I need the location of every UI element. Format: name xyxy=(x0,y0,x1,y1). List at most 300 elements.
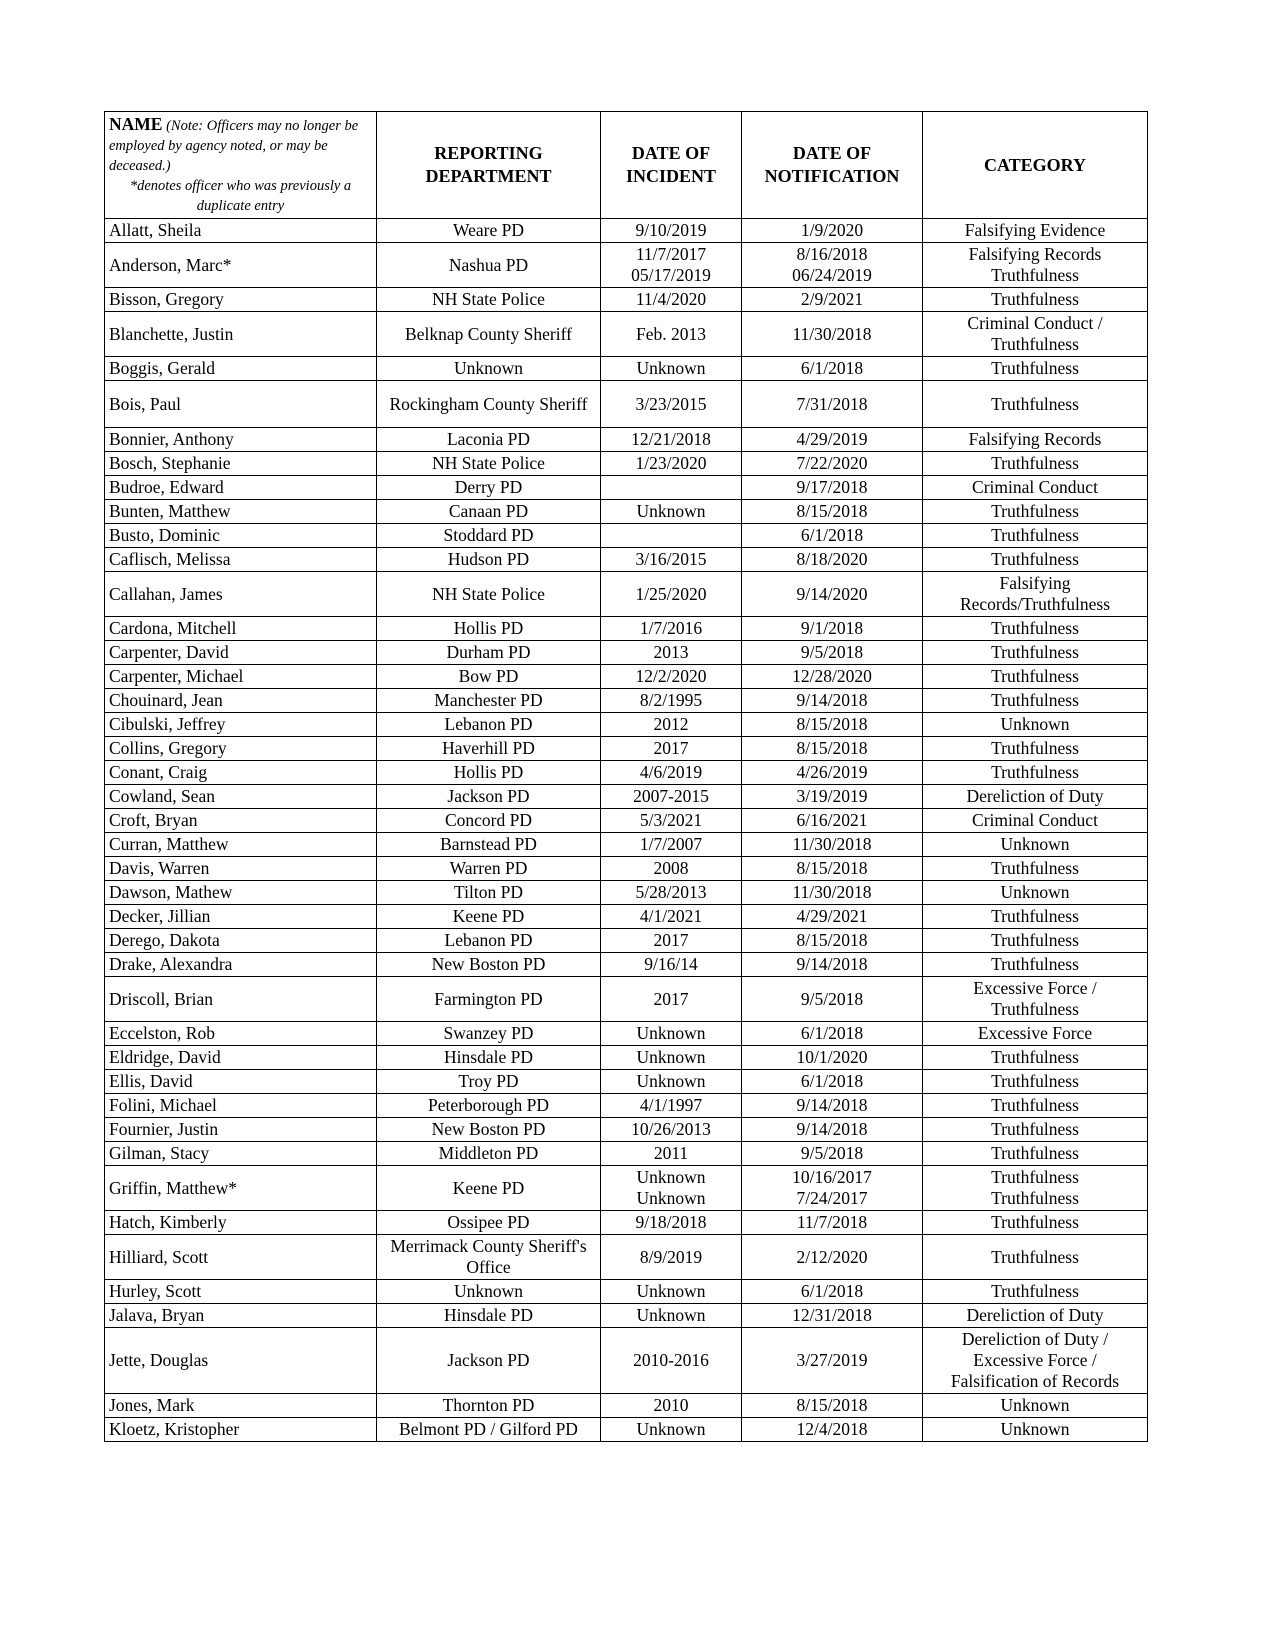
cell-notification-line: 6/1/2018 xyxy=(800,1071,864,1091)
cell-department xyxy=(377,785,601,809)
cell-category-line: Unknown xyxy=(1000,714,1070,734)
cell-notification xyxy=(742,1394,923,1418)
cell-department-line: Swanzey PD xyxy=(443,1023,534,1043)
cell-notification xyxy=(742,1328,923,1394)
cell-category xyxy=(923,1118,1148,1142)
cell-incident-line: Unknown xyxy=(636,501,706,521)
cell-notification xyxy=(742,641,923,665)
cell-notification-line: 3/19/2019 xyxy=(796,786,868,806)
cell-name: Carpenter, David xyxy=(105,641,377,665)
cell-category xyxy=(923,1304,1148,1328)
cell-name: Derego, Dakota xyxy=(105,929,377,953)
cell-notification xyxy=(742,929,923,953)
cell-name: Bosch, Stephanie xyxy=(105,452,377,476)
cell-incident xyxy=(601,857,742,881)
cell-category-line: Truthfulness xyxy=(991,1119,1079,1139)
cell-incident xyxy=(601,1118,742,1142)
cell-incident-line: 2010-2016 xyxy=(633,1350,709,1370)
cell-notification xyxy=(742,1211,923,1235)
cell-notification-line: 6/1/2018 xyxy=(800,1281,864,1301)
cell-incident-line: 2010 xyxy=(653,1395,689,1415)
cell-department-line: Canaan PD xyxy=(448,501,529,521)
cell-department-line: Weare PD xyxy=(453,220,524,240)
cell-incident-line: 4/1/1997 xyxy=(639,1095,703,1115)
cell-incident xyxy=(601,617,742,641)
table-row xyxy=(105,1166,1148,1211)
cell-incident xyxy=(601,1394,742,1418)
cell-name: Anderson, Marc* xyxy=(105,243,377,288)
cell-notification xyxy=(742,548,923,572)
cell-category-line: Criminal Conduct / xyxy=(967,313,1103,333)
cell-department-line: New Boston PD xyxy=(431,954,546,974)
cell-category xyxy=(923,761,1148,785)
cell-notification-line: 12/28/2020 xyxy=(792,666,872,686)
table-row xyxy=(105,929,1148,953)
cell-name: Gilman, Stacy xyxy=(105,1142,377,1166)
cell-category-line: Truthfulness xyxy=(991,618,1079,638)
cell-incident-line: Unknown xyxy=(636,1305,706,1325)
cell-department xyxy=(377,1094,601,1118)
cell-category xyxy=(923,312,1148,357)
cell-notification-line: 11/30/2018 xyxy=(792,834,872,854)
cell-category xyxy=(923,428,1148,452)
cell-category xyxy=(923,833,1148,857)
cell-incident-line: 1/7/2007 xyxy=(639,834,703,854)
cell-notification xyxy=(742,312,923,357)
cell-category-line: Truthfulness xyxy=(991,1281,1079,1301)
cell-department-line: Keene PD xyxy=(452,906,525,926)
cell-incident xyxy=(601,312,742,357)
cell-incident xyxy=(601,761,742,785)
cell-incident-line: 2008 xyxy=(653,858,689,878)
cell-department xyxy=(377,476,601,500)
cell-department xyxy=(377,572,601,617)
cell-category-line: Falsifying xyxy=(999,573,1071,593)
cell-notification-line: 8/18/2020 xyxy=(796,549,868,569)
cell-notification xyxy=(742,500,923,524)
cell-category xyxy=(923,288,1148,312)
cell-notification xyxy=(742,977,923,1022)
cell-department-line: Lebanon PD xyxy=(444,714,533,734)
cell-department xyxy=(377,953,601,977)
cell-category xyxy=(923,1022,1148,1046)
table-row xyxy=(105,1235,1148,1280)
cell-notification xyxy=(742,953,923,977)
cell-category-line: Falsification of Records xyxy=(950,1371,1120,1391)
cell-department-line: Unknown xyxy=(453,358,524,378)
cell-notification-line: 2/12/2020 xyxy=(796,1246,868,1267)
cell-department xyxy=(377,1235,601,1280)
cell-notification xyxy=(742,1418,923,1442)
cell-department xyxy=(377,219,601,243)
cell-name: Bois, Paul xyxy=(105,381,377,428)
cell-incident-line: Unknown xyxy=(636,1071,706,1091)
cell-department xyxy=(377,737,601,761)
cell-name: Bonnier, Anthony xyxy=(105,428,377,452)
cell-category-line: Dereliction of Duty / xyxy=(961,1329,1109,1349)
cell-department-line: Manchester PD xyxy=(434,690,543,710)
cell-notification-line: 1/9/2020 xyxy=(800,220,864,240)
cell-department-line: NH State Police xyxy=(432,289,545,309)
cell-incident-line: 8/9/2019 xyxy=(639,1246,703,1267)
cell-incident-line: 2011 xyxy=(653,1143,689,1163)
cell-name: Budroe, Edward xyxy=(105,476,377,500)
cell-category-line: Truthfulness xyxy=(991,762,1079,782)
header-department: REPORTING DEPARTMENT xyxy=(377,112,601,219)
table-row xyxy=(105,833,1148,857)
cell-incident xyxy=(601,905,742,929)
table-row xyxy=(105,1394,1148,1418)
cell-category xyxy=(923,572,1148,617)
cell-department xyxy=(377,929,601,953)
cell-notification-line: 9/14/2018 xyxy=(796,1095,868,1115)
cell-notification-line: 8/15/2018 xyxy=(796,738,868,758)
cell-category xyxy=(923,953,1148,977)
cell-name: Dawson, Mathew xyxy=(105,881,377,905)
cell-incident-line: Unknown xyxy=(636,1281,706,1301)
table-row xyxy=(105,1304,1148,1328)
header-name xyxy=(105,112,377,219)
cell-department-line: Barnstead PD xyxy=(440,834,537,854)
cell-notification-line: 6/1/2018 xyxy=(800,358,864,378)
cell-name: Hurley, Scott xyxy=(105,1280,377,1304)
cell-category xyxy=(923,219,1148,243)
cell-name: Boggis, Gerald xyxy=(105,357,377,381)
cell-category-line: Truthfulness xyxy=(991,501,1079,521)
cell-department xyxy=(377,381,601,428)
cell-department-line: Belknap County Sheriff xyxy=(405,323,572,344)
cell-name: Allatt, Sheila xyxy=(105,219,377,243)
cell-incident-line: Unknown xyxy=(636,1167,706,1187)
cell-incident xyxy=(601,572,742,617)
cell-department-line: Thornton PD xyxy=(442,1395,535,1415)
cell-department-line: Unknown xyxy=(453,1281,524,1301)
cell-category xyxy=(923,1094,1148,1118)
cell-category xyxy=(923,1046,1148,1070)
cell-department xyxy=(377,857,601,881)
cell-incident xyxy=(601,833,742,857)
cell-department xyxy=(377,1280,601,1304)
cell-incident xyxy=(601,476,742,500)
cell-notification-line: 7/22/2020 xyxy=(796,453,868,473)
cell-department-line: Haverhill PD xyxy=(442,738,535,758)
cell-category-line: Excessive Force / xyxy=(973,1350,1097,1370)
cell-notification-line: 9/1/2018 xyxy=(800,618,864,638)
cell-incident-line: Unknown xyxy=(636,1188,706,1208)
cell-notification-line: 12/4/2018 xyxy=(796,1419,868,1439)
table-row xyxy=(105,809,1148,833)
table-row xyxy=(105,219,1148,243)
cell-incident-line: 2007-2015 xyxy=(633,786,709,806)
cell-incident-line: 1/7/2016 xyxy=(639,618,703,638)
cell-category-line: Truthfulness xyxy=(991,642,1079,662)
table-row xyxy=(105,452,1148,476)
table-row xyxy=(105,689,1148,713)
cell-department-line: Jackson PD xyxy=(447,1350,530,1370)
header-category: CATEGORY xyxy=(923,112,1148,219)
cell-department-line: Troy PD xyxy=(458,1071,519,1091)
cell-department xyxy=(377,357,601,381)
cell-department-line: Ossipee PD xyxy=(447,1212,530,1232)
table-row xyxy=(105,761,1148,785)
cell-incident-line: 11/4/2020 xyxy=(635,289,707,309)
table-row xyxy=(105,737,1148,761)
table-row xyxy=(105,1280,1148,1304)
cell-department-line: Derry PD xyxy=(454,477,523,497)
table-row xyxy=(105,785,1148,809)
cell-department-line: Middleton PD xyxy=(438,1143,539,1163)
cell-category xyxy=(923,500,1148,524)
cell-department xyxy=(377,243,601,288)
cell-name: Kloetz, Kristopher xyxy=(105,1418,377,1442)
cell-notification xyxy=(742,665,923,689)
table-body xyxy=(105,219,1148,1442)
cell-department xyxy=(377,905,601,929)
cell-department-line: Peterborough PD xyxy=(427,1095,550,1115)
cell-name: Davis, Warren xyxy=(105,857,377,881)
cell-incident-line: 9/18/2018 xyxy=(635,1212,707,1232)
cell-notification xyxy=(742,572,923,617)
cell-notification xyxy=(742,524,923,548)
cell-incident-line: 5/28/2013 xyxy=(635,882,707,902)
cell-category-line: Truthfulness xyxy=(991,358,1079,378)
cell-notification-line: 11/30/2018 xyxy=(792,882,872,902)
table-row xyxy=(105,357,1148,381)
cell-category-line: Truthfulness xyxy=(991,549,1079,569)
header-incident: DATE OF INCIDENT xyxy=(601,112,742,219)
cell-department xyxy=(377,977,601,1022)
cell-name: Conant, Craig xyxy=(105,761,377,785)
cell-notification xyxy=(742,617,923,641)
cell-name: Drake, Alexandra xyxy=(105,953,377,977)
cell-notification-line: 9/14/2018 xyxy=(796,954,868,974)
cell-incident xyxy=(601,665,742,689)
cell-incident xyxy=(601,1211,742,1235)
cell-department-line: Warren PD xyxy=(449,858,528,878)
table-row xyxy=(105,1328,1148,1394)
cell-notification xyxy=(742,905,923,929)
cell-name: Callahan, James xyxy=(105,572,377,617)
cell-name: Decker, Jillian xyxy=(105,905,377,929)
cell-department xyxy=(377,312,601,357)
cell-notification xyxy=(742,357,923,381)
cell-incident xyxy=(601,737,742,761)
cell-notification-line: 9/5/2018 xyxy=(800,988,864,1009)
cell-incident-line: 2012 xyxy=(653,714,689,734)
cell-department-line: Hinsdale PD xyxy=(444,1047,533,1067)
cell-notification-line: 9/5/2018 xyxy=(800,642,864,662)
cell-category-line: Falsifying Records xyxy=(968,429,1102,449)
cell-department-line: Laconia PD xyxy=(446,429,531,449)
cell-incident xyxy=(601,881,742,905)
cell-incident-line: 4/6/2019 xyxy=(639,762,703,782)
cell-category xyxy=(923,1394,1148,1418)
cell-incident xyxy=(601,1235,742,1280)
cell-category-line: Dereliction of Duty xyxy=(966,1305,1104,1325)
cell-notification-line: 8/15/2018 xyxy=(796,501,868,521)
cell-notification xyxy=(742,1070,923,1094)
cell-notification-line: 4/26/2019 xyxy=(796,762,868,782)
cell-category xyxy=(923,617,1148,641)
table-row xyxy=(105,977,1148,1022)
cell-incident xyxy=(601,243,742,288)
table-row xyxy=(105,905,1148,929)
cell-incident-line: 1/23/2020 xyxy=(635,453,707,473)
cell-name: Collins, Gregory xyxy=(105,737,377,761)
cell-incident xyxy=(601,1046,742,1070)
cell-category-line: Truthfulness xyxy=(991,265,1079,285)
cell-notification-line: 8/15/2018 xyxy=(796,714,868,734)
cell-incident-line: Unknown xyxy=(636,358,706,378)
cell-category xyxy=(923,857,1148,881)
table-row xyxy=(105,428,1148,452)
cell-name: Hatch, Kimberly xyxy=(105,1211,377,1235)
cell-department-line: Stoddard PD xyxy=(443,525,534,545)
cell-category-line: Dereliction of Duty xyxy=(966,786,1104,806)
cell-department-line: NH State Police xyxy=(432,453,545,473)
cell-department xyxy=(377,1418,601,1442)
table-row xyxy=(105,1142,1148,1166)
cell-name: Eccelston, Rob xyxy=(105,1022,377,1046)
table-row xyxy=(105,713,1148,737)
cell-incident-line: 9/10/2019 xyxy=(635,220,707,240)
cell-name: Bisson, Gregory xyxy=(105,288,377,312)
cell-incident-line: Unknown xyxy=(636,1047,706,1067)
cell-notification-line: 7/24/2017 xyxy=(796,1188,868,1208)
cell-incident xyxy=(601,1022,742,1046)
cell-name: Bunten, Matthew xyxy=(105,500,377,524)
cell-notification-line: 8/16/2018 xyxy=(796,244,868,264)
cell-department-line: Merrimack County Sheriff's xyxy=(390,1236,587,1256)
cell-category xyxy=(923,548,1148,572)
cell-category-line: Criminal Conduct xyxy=(972,477,1098,497)
cell-category-line: Records/Truthfulness xyxy=(959,594,1111,614)
cell-name: Jalava, Bryan xyxy=(105,1304,377,1328)
cell-notification xyxy=(742,809,923,833)
cell-category-line: Unknown xyxy=(1000,1419,1070,1439)
cell-department-line: Jackson PD xyxy=(447,786,530,806)
cell-incident xyxy=(601,357,742,381)
cell-name: Blanchette, Justin xyxy=(105,312,377,357)
cell-notification xyxy=(742,381,923,428)
cell-incident-line: 9/16/14 xyxy=(644,954,698,974)
cell-department-line: Office xyxy=(466,1257,511,1277)
cell-incident xyxy=(601,785,742,809)
cell-incident xyxy=(601,1304,742,1328)
cell-incident-line: 1/25/2020 xyxy=(635,583,707,604)
cell-notification-line: 6/1/2018 xyxy=(800,525,864,545)
cell-incident xyxy=(601,641,742,665)
cell-category xyxy=(923,1166,1148,1211)
cell-category-line: Unknown xyxy=(1000,834,1070,854)
cell-department-line: Concord PD xyxy=(444,810,532,830)
cell-notification-line: 8/15/2018 xyxy=(796,858,868,878)
cell-category-line: Truthfulness xyxy=(991,690,1079,710)
cell-category-line: Unknown xyxy=(1000,882,1070,902)
cell-category xyxy=(923,476,1148,500)
cell-category xyxy=(923,1328,1148,1394)
cell-notification xyxy=(742,689,923,713)
cell-incident xyxy=(601,1070,742,1094)
cell-department xyxy=(377,1304,601,1328)
table-row xyxy=(105,1211,1148,1235)
header-name-note: (Note: Officers may no longer be employed by agency noted, or may be deceased.) xyxy=(109,118,359,174)
cell-incident xyxy=(601,1094,742,1118)
cell-category-line: Truthfulness xyxy=(991,930,1079,950)
cell-category-line: Truthfulness xyxy=(991,525,1079,545)
cell-category xyxy=(923,641,1148,665)
cell-department xyxy=(377,452,601,476)
cell-category-line: Truthfulness xyxy=(991,1212,1079,1232)
cell-incident-line: Unknown xyxy=(636,1023,706,1043)
cell-incident-line: 12/21/2018 xyxy=(631,429,711,449)
cell-name: Jones, Mark xyxy=(105,1394,377,1418)
cell-category-line: Truthfulness xyxy=(991,1143,1079,1163)
table-row xyxy=(105,500,1148,524)
cell-incident xyxy=(601,500,742,524)
cell-category xyxy=(923,1142,1148,1166)
cell-notification xyxy=(742,1046,923,1070)
cell-incident-line: 8/2/1995 xyxy=(639,690,703,710)
cell-notification xyxy=(742,713,923,737)
cell-category xyxy=(923,665,1148,689)
cell-incident-line: 2017 xyxy=(653,738,689,758)
cell-category-line: Excessive Force / xyxy=(973,978,1097,998)
cell-notification-line: 9/14/2020 xyxy=(796,583,868,604)
cell-notification xyxy=(742,452,923,476)
cell-category xyxy=(923,452,1148,476)
cell-notification-line: 6/1/2018 xyxy=(800,1023,864,1043)
cell-incident-line: 4/1/2021 xyxy=(639,906,703,926)
cell-category-line: Truthfulness xyxy=(991,1246,1079,1267)
cell-incident-line: 2013 xyxy=(653,642,689,662)
cell-category xyxy=(923,929,1148,953)
cell-department xyxy=(377,1211,601,1235)
cell-incident-line: 11/7/2017 xyxy=(635,244,707,264)
cell-notification-line: 8/15/2018 xyxy=(796,1395,868,1415)
cell-department-line: Hollis PD xyxy=(453,762,524,782)
cell-department xyxy=(377,833,601,857)
cell-category-line: Truthfulness xyxy=(991,1071,1079,1091)
cell-category xyxy=(923,809,1148,833)
cell-notification xyxy=(742,1022,923,1046)
cell-department xyxy=(377,548,601,572)
cell-name: Croft, Bryan xyxy=(105,809,377,833)
cell-notification xyxy=(742,1235,923,1280)
cell-incident xyxy=(601,219,742,243)
cell-incident xyxy=(601,689,742,713)
cell-department xyxy=(377,288,601,312)
cell-name: Fournier, Justin xyxy=(105,1118,377,1142)
cell-department-line: Hollis PD xyxy=(453,618,524,638)
table-row xyxy=(105,381,1148,428)
cell-category-line: Falsifying Records xyxy=(968,244,1102,264)
cell-category xyxy=(923,905,1148,929)
cell-notification xyxy=(742,881,923,905)
cell-notification xyxy=(742,428,923,452)
cell-notification-line: 3/27/2019 xyxy=(796,1350,868,1370)
table-row xyxy=(105,312,1148,357)
table-row xyxy=(105,288,1148,312)
cell-name: Ellis, David xyxy=(105,1070,377,1094)
cell-category-line: Excessive Force xyxy=(977,1023,1093,1043)
table-row xyxy=(105,243,1148,288)
cell-notification xyxy=(742,1094,923,1118)
cell-notification-line: 6/16/2021 xyxy=(796,810,868,830)
header-name-note2: *denotes officer who was previously a duplicate entry xyxy=(129,178,352,214)
cell-notification-line: 4/29/2019 xyxy=(796,429,868,449)
cell-department xyxy=(377,761,601,785)
